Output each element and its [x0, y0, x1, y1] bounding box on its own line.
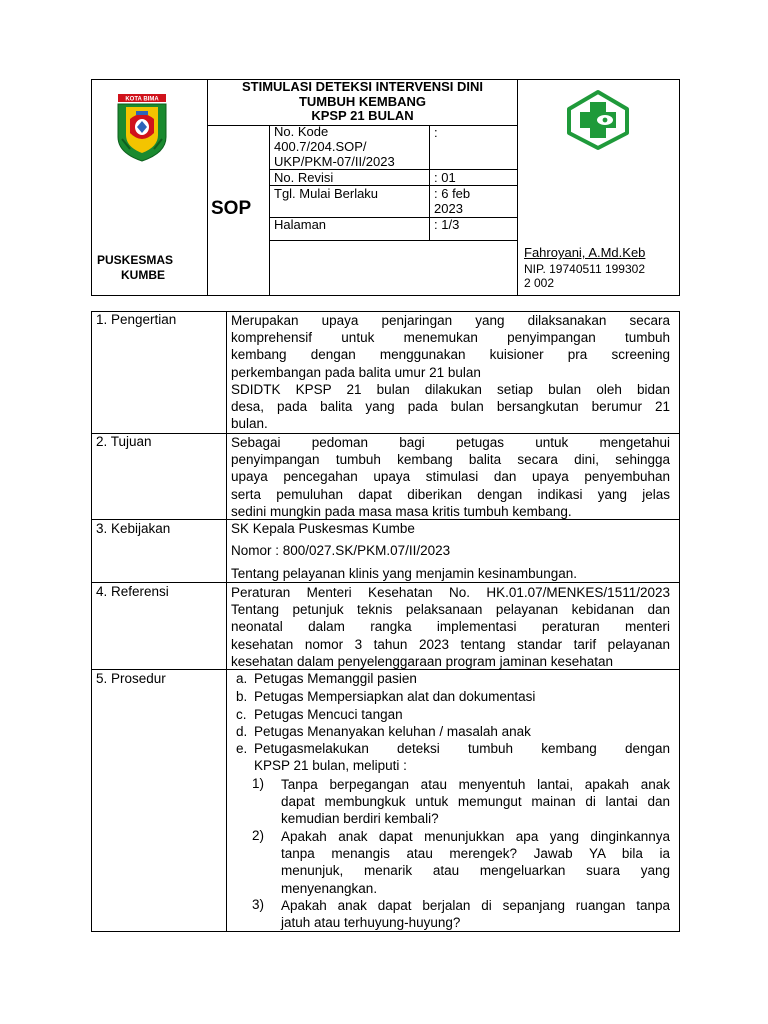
- sop-header-table: [0, 0, 768, 300]
- section-label-kebijakan: 3. Kebijakan: [96, 521, 171, 536]
- pengertian-line: SDIDTK KPSP 21 bulan dilakukan setiap bulan oleh bidan: [231, 381, 670, 397]
- kode-label: No. Kode: [274, 124, 329, 139]
- org-name-line1: PUSKESMAS: [97, 253, 174, 267]
- kebijakan-nomor: Nomor : 800/027.SK/PKM.07/II/2023: [231, 543, 451, 558]
- referensi-line: kesehatan dalam penyelenggaraan program jaminan kesehatan: [231, 653, 614, 669]
- tgl-value-line1: : 6 feb: [434, 186, 471, 201]
- prosedur-item-mark: a.: [236, 671, 248, 686]
- kode-value-line2: UKP/PKM-07/II/2023: [274, 154, 395, 169]
- kode-separator: :: [434, 125, 438, 140]
- prosedur-item-text: Petugas Mempersiapkan alat dan dokumentasi: [254, 689, 536, 704]
- emblem-text: KOTA BIMA: [125, 96, 159, 103]
- prosedur-sub-text: [281, 897, 670, 931]
- prosedur-item-text: Petugas Menanyakan keluhan / masalah anak: [254, 724, 531, 739]
- section-label-pengertian: 1. Pengertian: [96, 312, 177, 327]
- signer-nip-line2: 2 002: [524, 276, 555, 290]
- referensi-text: [231, 584, 670, 670]
- revisi-label: No. Revisi: [274, 170, 334, 185]
- puskesmas-logo-icon: [564, 89, 632, 151]
- prosedur-sub-mark: 1): [252, 776, 265, 791]
- kebijakan-tentang: Tentang pelayanan klinis yang menjamin kesinambungan.: [231, 566, 577, 581]
- section-label-tujuan: 2. Tujuan: [96, 434, 152, 449]
- prosedur-sub-line: menyenangkan.: [281, 880, 378, 896]
- pengertian-text: [231, 312, 670, 432]
- referensi-line: Peraturan Menteri Kesehatan No. HK.01.07/MENKES/1511/2023: [231, 585, 670, 600]
- sop-title-line3: KPSP 21 BULAN: [311, 108, 414, 123]
- sop-title-line2: TUMBUH KEMBANG: [298, 93, 427, 109]
- prosedur-item-text: Petugas Mencuci tangan: [254, 707, 403, 722]
- kota-bima-emblem-icon: [116, 91, 168, 163]
- signer-nip-line1: NIP. 19740511 199302: [524, 262, 646, 276]
- prosedur-sub-line: menunjuk, menarik atau mengeluarkan suara yang: [281, 863, 670, 879]
- halaman-value: : 1/3: [434, 217, 460, 232]
- prosedur-sub-mark: 3): [252, 897, 265, 912]
- tujuan-text: [231, 434, 670, 520]
- prosedur-item-mark: e.: [236, 741, 248, 756]
- pengertian-line: desa, pada balita yang pada bulan bersangkutan berumur 21: [231, 398, 670, 414]
- pengertian-line: kembang dengan menggunakan kuisioner pra screening: [231, 347, 670, 363]
- prosedur-sub-line: kemudian berdiri kembali?: [281, 811, 439, 827]
- pengertian-line: Merupakan upaya penjaringan yang dilaksanakan secara: [231, 313, 670, 328]
- prosedur-sub-line: tanpa menangis atau merengek? Jawab YA bila ia: [281, 846, 670, 862]
- revisi-value: : 01: [434, 170, 456, 185]
- prosedur-item-mark: b.: [236, 689, 248, 704]
- org-name-line2: KUMBE: [121, 268, 165, 282]
- tujuan-line: penyimpangan tumbuh kembang balita secara dini, sehingga: [231, 452, 670, 468]
- prosedur-sub-text: [281, 776, 670, 828]
- tujuan-line: serta pemuluhan dapat diberikan dengan indikasi yang jelas: [231, 486, 670, 502]
- prosedur-item-mark: c.: [236, 707, 247, 722]
- referensi-line: Tentang petunjuk teknis pelaksanaan pelayanan kebidanan dan: [231, 602, 670, 618]
- prosedur-sub-line: Apakah anak dapat menunjukkan apa yang dinginkannya: [281, 829, 670, 844]
- kebijakan-sk: SK Kepala Puskesmas Kumbe: [231, 521, 415, 536]
- sop-label: SOP: [211, 198, 252, 219]
- pengertian-line: bulan.: [231, 416, 268, 432]
- prosedur-sub-line: Tanpa berpegangan atau menyentuh lantai, apakah anak: [281, 777, 670, 792]
- section-label-prosedur: 5. Prosedur: [96, 671, 166, 686]
- prosedur-item-mark: d.: [236, 724, 248, 739]
- tujuan-line: upaya pencegahan upaya stimulasi dan upaya penyembuhan: [231, 469, 670, 485]
- prosedur-item-e-continuation: KPSP 21 bulan, meliputi :: [254, 758, 407, 773]
- prosedur-sub-line: dapat membungkuk untuk memungut mainan di lantai dan: [281, 794, 670, 810]
- pengertian-line: komprehensif untuk menemukan penyimpangan tumbuh: [231, 330, 670, 346]
- sop-title-line1: STIMULASI DETEKSI INTERVENSI DINI: [241, 79, 483, 94]
- referensi-line: kesehatan nomor 3 tahun 2023 tentang standar tarif pelayanan: [231, 636, 670, 652]
- tgl-value-line2: 2023: [434, 201, 463, 216]
- referensi-line: neonatal dalam rangka implementasi peraturan menteri: [231, 619, 670, 635]
- prosedur-sub-line: jatuh atau terhuyung-huyung?: [281, 915, 461, 931]
- prosedur-sub-line: Apakah anak dapat berjalan di sepanjang ruangan tanpa: [281, 898, 670, 913]
- tgl-label: Tgl. Mulai Berlaku: [274, 186, 379, 201]
- prosedur-item-text: Petugas Memanggil pasien: [254, 671, 417, 686]
- signer-name: Fahroyani, A.Md.Keb: [524, 245, 646, 260]
- pengertian-line: perkembangan pada balita umur 21 bulan: [231, 364, 481, 380]
- halaman-label: Halaman: [274, 217, 327, 232]
- section-label-referensi: 4. Referensi: [96, 584, 169, 599]
- prosedur-sub-mark: 2): [252, 828, 265, 843]
- kode-value-line1: 400.7/204.SOP/: [274, 139, 367, 154]
- prosedur-sub-text: [281, 828, 670, 897]
- tujuan-line: sedini mungkin pada masa masa kritis tumbuh kembang.: [231, 503, 572, 519]
- tujuan-line: Sebagai pedoman bagi petugas untuk mengetahui: [231, 435, 670, 450]
- prosedur-item-text: Petugasmelakukan deteksi tumbuh kembang dengan: [254, 741, 670, 756]
